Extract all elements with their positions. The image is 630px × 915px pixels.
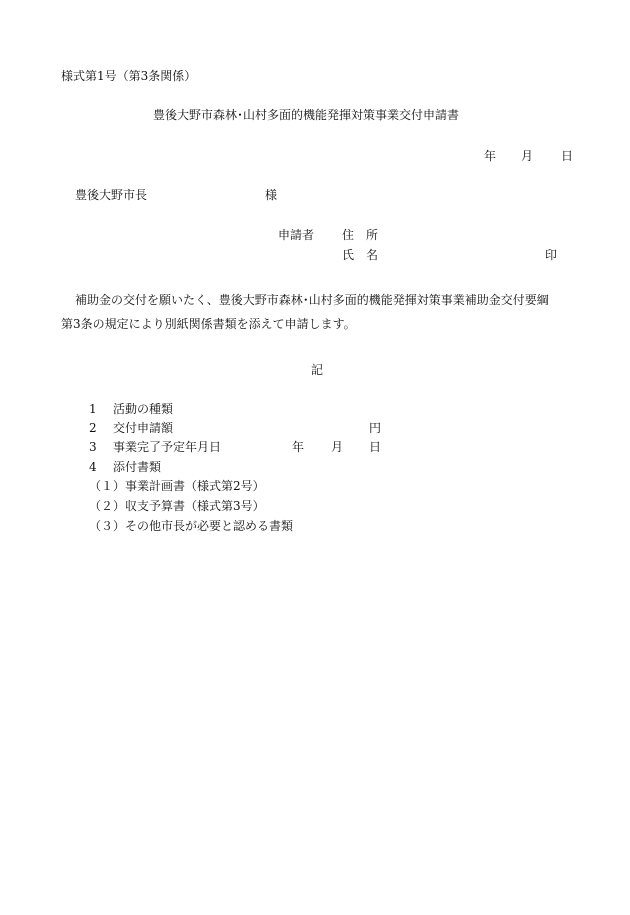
date-day: 日 (561, 149, 574, 163)
document-title: 豊後大野市森林･山村多面的機能発揮対策事業交付申請書 (153, 108, 460, 122)
addressee-honorific: 様 (265, 188, 278, 202)
completion-month: 月 (331, 440, 344, 454)
applicant-address-label: 住 所 (342, 228, 379, 242)
body-text-line-1: 補助金の交付を願いたく、豊後大野市森林･山村多面的機能発揮対策事業補助金交付要綱 (75, 293, 549, 307)
amount-unit: 円 (369, 421, 382, 435)
item-number: 3 (89, 440, 97, 454)
item-number: 4 (89, 460, 97, 474)
body-text-line-2: 第3条の規定により別紙関係書類を添えて申請します。 (61, 317, 356, 331)
completion-year: 年 (292, 440, 305, 454)
item-label: 添付書類 (113, 460, 162, 474)
ki-heading: 記 (311, 363, 324, 377)
completion-day: 日 (369, 440, 382, 454)
attachment-item: （２）収支予算書（様式第3号） (89, 499, 265, 513)
applicant-label: 申請者 (278, 228, 315, 242)
date-year: 年 (484, 149, 497, 163)
seal-mark: 印 (545, 248, 558, 262)
item-label: 事業完了予定年月日 (113, 440, 222, 454)
item-number: 2 (89, 421, 97, 435)
addressee-name: 豊後大野市長 (75, 188, 148, 202)
item-label: 活動の種類 (113, 402, 174, 416)
attachment-item: （１）事業計画書（様式第2号） (89, 479, 265, 493)
item-number: 1 (89, 402, 97, 416)
attachment-item: （３）その他市長が必要と認める書類 (89, 519, 294, 533)
form-number: 様式第1号（第3条関係） (61, 69, 197, 83)
item-label: 交付申請額 (113, 421, 174, 435)
applicant-name-label: 氏 名 (342, 248, 379, 262)
date-month: 月 (521, 149, 534, 163)
